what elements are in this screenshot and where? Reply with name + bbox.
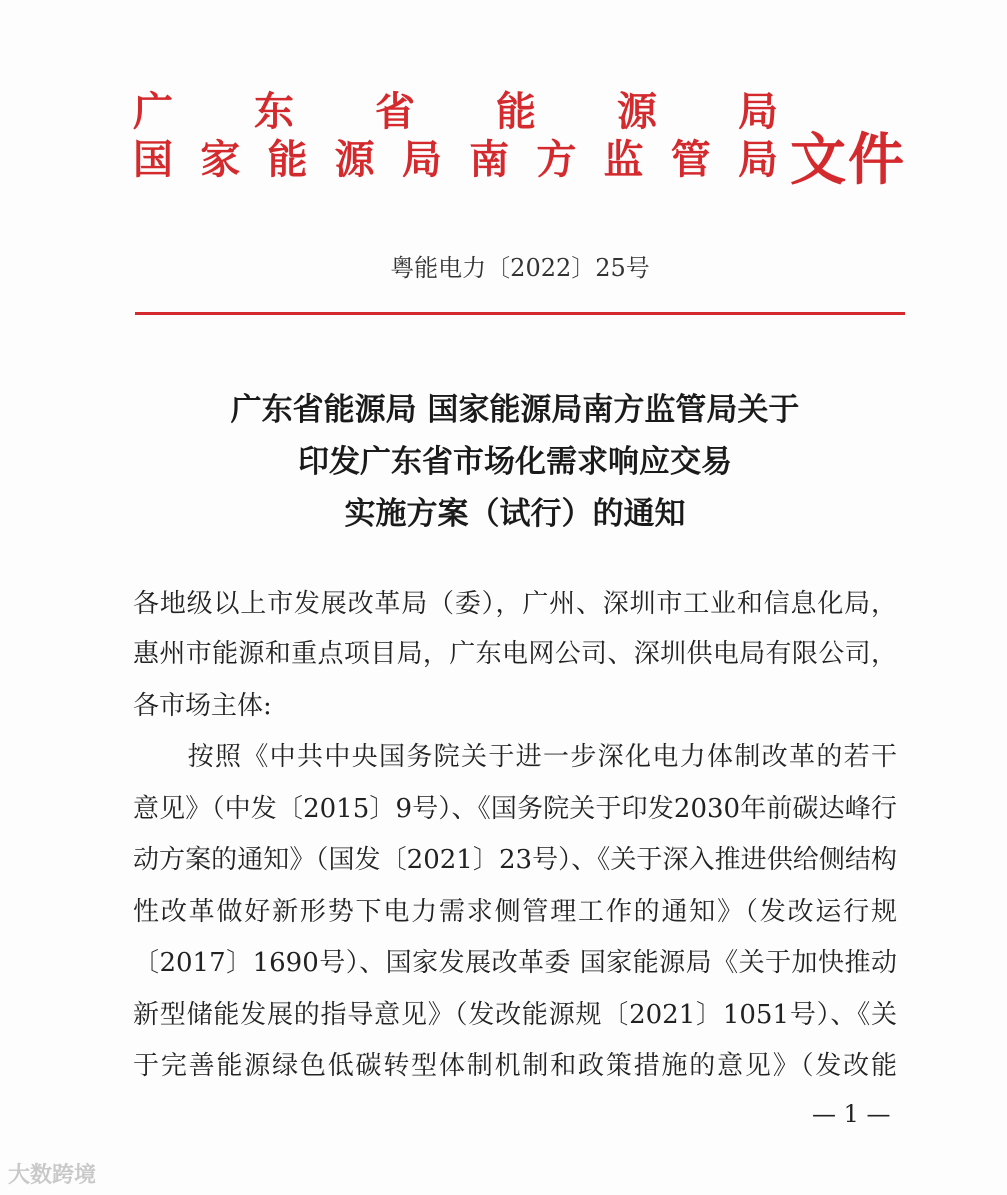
body-line: 各地级以上市发展改革局（委），广州、深圳市工业和信息化局，: [133, 589, 897, 619]
issuer-line-2: 国家能源局南方监管局: [133, 136, 778, 183]
title-line: 印发广东省市场化需求响应交易: [298, 444, 732, 480]
red-divider: [135, 312, 905, 315]
watermark-logo: 大数跨境: [8, 1163, 97, 1188]
document-number: 粤能电力〔2022〕25号: [390, 254, 650, 282]
issuer-line-1: 广 东 省 能 源 局: [133, 88, 778, 135]
document-word: 文件: [790, 127, 906, 193]
body-line: 意见》（中发〔2015〕9号）、《国务院关于印发2030年前碳达峰行: [133, 794, 897, 824]
title-line: 广东省能源局 国家能源局南方监管局关于: [230, 392, 800, 428]
body-line: 于完善能源绿色低碳转型体制机制和政策措施的意见》（发改能: [133, 1051, 897, 1081]
body-line: 性改革做好新形势下电力需求侧管理工作的通知》（发改运行规: [133, 897, 897, 927]
body-line: 各市场主体:: [133, 691, 272, 721]
page-number: — 1 —: [812, 1100, 891, 1128]
body-line: 新型储能发展的指导意见》（发改能源规〔2021〕1051号）、《关: [133, 1000, 897, 1030]
body-line: 〔2017〕1690号）、国家发展改革委 国家能源局《关于加快推动: [133, 948, 897, 978]
title-line: 实施方案（试行）的通知: [344, 496, 686, 532]
body-line: 动方案的通知》（国发〔2021〕23号）、《关于深入推进供给侧结构: [133, 845, 897, 875]
body-line: 按照《中共中央国务院关于进一步深化电力体制改革的若干: [133, 742, 897, 772]
body-line: 惠州市能源和重点项目局，广东电网公司、深圳供电局有限公司，: [133, 639, 897, 669]
